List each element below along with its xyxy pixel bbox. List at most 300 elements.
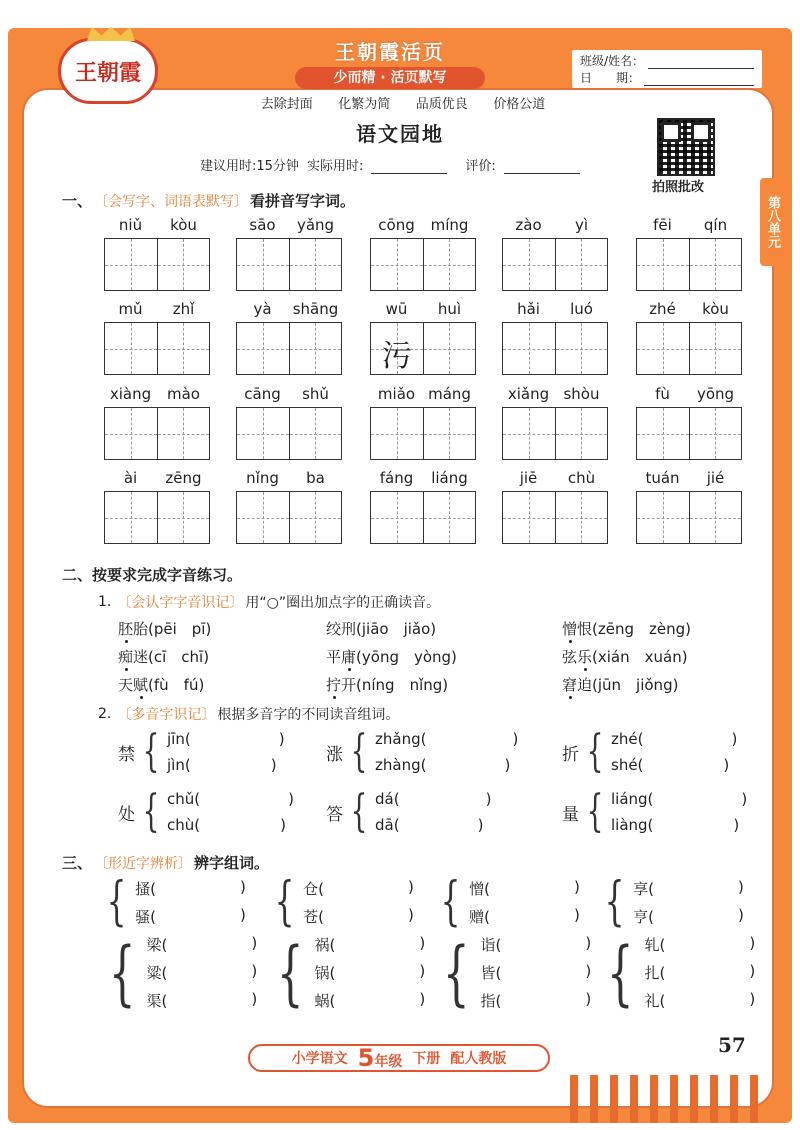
similar-char: 祸( bbox=[314, 936, 336, 954]
pair-lines bbox=[303, 878, 414, 927]
pinyin-word bbox=[502, 300, 608, 375]
pinyin-word bbox=[636, 469, 742, 544]
choice-pre: 弦 bbox=[562, 648, 578, 666]
tianzige-cell[interactable] bbox=[371, 323, 424, 374]
word-line[interactable] bbox=[147, 934, 258, 955]
polyphone-group bbox=[118, 726, 285, 777]
pinyin-word bbox=[636, 216, 742, 291]
tianzige-cell[interactable] bbox=[371, 239, 424, 290]
part1-num: 一、 bbox=[62, 192, 93, 210]
footer-subject: 小学语文 bbox=[291, 1051, 348, 1067]
similar-char: 粱( bbox=[146, 964, 168, 982]
pinyin-syllable: qín bbox=[703, 216, 728, 234]
close-paren: ) bbox=[251, 934, 258, 952]
polyphone-line[interactable] bbox=[375, 790, 491, 808]
tianzige-cell[interactable] bbox=[237, 408, 290, 459]
close-paren: ) bbox=[512, 730, 519, 748]
choice-readings: (fù fú) bbox=[148, 676, 205, 694]
similar-char-pair bbox=[100, 872, 246, 932]
word-line[interactable] bbox=[645, 990, 756, 1011]
similar-char: 指( bbox=[480, 992, 502, 1010]
polyphone-line[interactable] bbox=[375, 730, 518, 748]
tianzige-cell[interactable] bbox=[503, 408, 556, 459]
tianzige-cell[interactable] bbox=[105, 239, 158, 290]
word-line[interactable] bbox=[481, 990, 592, 1011]
choice-readings: 恨(zēng zèng) bbox=[577, 620, 691, 638]
polyphone-lines bbox=[611, 730, 737, 774]
tianzige-boxes bbox=[502, 491, 608, 544]
choice-readings: (xián xuán) bbox=[592, 648, 688, 666]
polyphone-line[interactable] bbox=[167, 730, 285, 748]
reading: dā( bbox=[375, 816, 400, 834]
pinyin-line bbox=[636, 385, 742, 407]
tianzige-cell[interactable] bbox=[690, 323, 742, 374]
word-line[interactable] bbox=[315, 990, 426, 1011]
rating-label: 评价: bbox=[465, 159, 496, 174]
brace-icon: { bbox=[142, 726, 160, 777]
pinyin-syllable: yǎng bbox=[296, 216, 335, 234]
tianzige-cell[interactable] bbox=[503, 492, 556, 543]
tianzige-cell[interactable] bbox=[556, 239, 608, 290]
tianzige-cell[interactable] bbox=[371, 408, 424, 459]
close-paren: ) bbox=[749, 990, 756, 1008]
word-line[interactable] bbox=[303, 906, 414, 927]
polyphone-char: 禁 bbox=[118, 744, 135, 765]
part2-heading bbox=[62, 564, 242, 585]
pinyin-line bbox=[236, 300, 342, 322]
reading-choice[interactable] bbox=[326, 674, 448, 695]
reading: dá( bbox=[375, 790, 400, 808]
reading-choice[interactable] bbox=[326, 618, 436, 639]
pinyin-word bbox=[636, 300, 742, 375]
pinyin-word bbox=[370, 385, 476, 460]
pinyin-word bbox=[370, 300, 476, 375]
reading-choice[interactable] bbox=[562, 674, 678, 695]
reading-choice[interactable] bbox=[326, 646, 457, 667]
close-paren: ) bbox=[477, 816, 484, 834]
similar-char: 享( bbox=[633, 879, 654, 898]
polyphone-group bbox=[562, 726, 738, 777]
pinyin-word bbox=[104, 469, 210, 544]
similar-char: 诣( bbox=[480, 936, 502, 954]
part3-heading bbox=[62, 852, 269, 873]
footer-grade: 年级 bbox=[374, 1053, 403, 1070]
polyphone-line[interactable] bbox=[167, 816, 294, 834]
student-info bbox=[572, 50, 762, 88]
choice-readings: jiāo jiǎo) bbox=[361, 620, 437, 638]
pinyin-syllable: xiàng bbox=[109, 385, 152, 403]
word-line[interactable] bbox=[633, 906, 744, 927]
tianzige-cell[interactable] bbox=[637, 239, 690, 290]
pinyin-syllable: zhǐ bbox=[172, 300, 195, 318]
pinyin-line bbox=[104, 300, 210, 322]
similar-char-triple bbox=[434, 931, 592, 1014]
part3-text: 辨字组词。 bbox=[194, 854, 270, 872]
pinyin-syllable: niǔ bbox=[118, 216, 143, 234]
close-paren: ) bbox=[407, 877, 414, 896]
pinyin-syllable: fáng bbox=[379, 469, 414, 487]
slogan-item: 去除封面 bbox=[260, 96, 313, 112]
pinyin-syllable: míng bbox=[430, 216, 469, 234]
tianzige-boxes bbox=[370, 491, 476, 544]
tianzige-boxes bbox=[636, 238, 742, 291]
similar-char: 渠( bbox=[146, 992, 168, 1010]
pinyin-syllable: máng bbox=[428, 385, 471, 403]
dotted-character: 痴 bbox=[118, 648, 134, 666]
reading-choice[interactable] bbox=[118, 674, 204, 695]
reading-choice[interactable] bbox=[562, 618, 691, 639]
choice-readings: 开(níng nǐng) bbox=[341, 676, 449, 694]
polyphone-line[interactable] bbox=[611, 730, 737, 748]
tianzige-cell[interactable] bbox=[424, 323, 476, 374]
similar-char: 锅( bbox=[314, 964, 336, 982]
tianzige-cell[interactable] bbox=[290, 239, 342, 290]
pinyin-word bbox=[236, 385, 342, 460]
banner-title: 王朝霞活页 bbox=[335, 40, 445, 64]
similar-char: 仓( bbox=[303, 879, 324, 898]
word-line[interactable] bbox=[645, 934, 756, 955]
pinyin-line bbox=[636, 300, 742, 322]
pinyin-line bbox=[104, 216, 210, 238]
polyphone-line[interactable] bbox=[167, 790, 294, 808]
polyphone-line[interactable] bbox=[375, 756, 518, 774]
word-line[interactable] bbox=[469, 878, 580, 899]
pinyin-syllable: yōng bbox=[696, 385, 735, 403]
reading: chù( bbox=[167, 816, 201, 834]
tianzige-cell[interactable] bbox=[690, 408, 742, 459]
pinyin-line bbox=[502, 469, 608, 491]
polyphone-line[interactable] bbox=[611, 790, 747, 808]
brace-icon: { bbox=[586, 786, 604, 837]
close-paren: ) bbox=[573, 905, 580, 924]
pinyin-word bbox=[104, 385, 210, 460]
reading: zhǎng( bbox=[375, 730, 427, 748]
triple-lines bbox=[645, 934, 756, 1011]
actual-time-field[interactable] bbox=[371, 160, 447, 174]
close-paren: ) bbox=[239, 877, 246, 896]
pinyin-syllable: mào bbox=[167, 385, 200, 403]
slogan-item: 化繁为简 bbox=[338, 96, 391, 112]
similar-char: 扎( bbox=[644, 964, 666, 982]
pinyin-syllable: sāo bbox=[249, 216, 276, 234]
reading: shé( bbox=[611, 756, 644, 774]
tianzige-cell[interactable] bbox=[637, 492, 690, 543]
pinyin-syllable: kòu bbox=[170, 216, 197, 234]
tianzige-boxes bbox=[104, 322, 210, 375]
tianzige-cell[interactable] bbox=[105, 323, 158, 374]
polyphone-line[interactable] bbox=[167, 756, 285, 774]
tianzige-boxes bbox=[502, 238, 608, 291]
word-line[interactable] bbox=[135, 906, 246, 927]
polyphone-group bbox=[118, 786, 294, 837]
pinyin-syllable: luó bbox=[570, 300, 593, 318]
polyphone-char: 折 bbox=[562, 744, 579, 765]
footer-edition: 配人教版 bbox=[450, 1051, 507, 1067]
tianzige-cell[interactable] bbox=[237, 492, 290, 543]
triple-lines bbox=[147, 934, 258, 1011]
qr-code[interactable] bbox=[657, 118, 715, 176]
date-label: 日 期： bbox=[580, 71, 641, 85]
pinyin-syllable: zhé bbox=[649, 300, 676, 318]
word-line[interactable] bbox=[481, 962, 592, 983]
polyphone-lines bbox=[167, 730, 285, 774]
tianzige-boxes bbox=[636, 322, 742, 375]
similar-char-triple bbox=[268, 931, 426, 1014]
reading-choice[interactable] bbox=[562, 646, 688, 667]
pinyin-line bbox=[370, 216, 476, 238]
tianzige-cell[interactable] bbox=[424, 408, 476, 459]
reading: liàng( bbox=[611, 816, 654, 834]
brace-icon: { bbox=[442, 931, 470, 1014]
pinyin-word bbox=[236, 300, 342, 375]
tianzige-cell[interactable] bbox=[158, 492, 210, 543]
tianzige-cell[interactable] bbox=[690, 492, 742, 543]
tianzige-cell[interactable] bbox=[503, 239, 556, 290]
part3-num: 三、 bbox=[62, 854, 93, 872]
similar-char: 礼( bbox=[644, 992, 666, 1010]
polyphone-lines bbox=[611, 790, 747, 834]
tianzige-boxes bbox=[502, 322, 608, 375]
tianzige-cell[interactable] bbox=[105, 492, 158, 543]
similar-char-pair bbox=[598, 872, 744, 932]
q1-text: 用“○”圈出加点字的正确读音。 bbox=[245, 595, 441, 611]
q2-tag: 〔多音字识记〕 bbox=[117, 707, 216, 723]
pinyin-syllable: shǔ bbox=[302, 385, 329, 403]
tianzige-cell[interactable] bbox=[158, 323, 210, 374]
tianzige-cell[interactable] bbox=[158, 408, 210, 459]
decorative-stripes bbox=[570, 1075, 766, 1123]
tianzige-boxes bbox=[636, 491, 742, 544]
part2-num: 二、 bbox=[62, 566, 93, 584]
word-line[interactable] bbox=[147, 990, 258, 1011]
rating-field[interactable] bbox=[504, 160, 580, 174]
brace-icon: { bbox=[604, 872, 625, 932]
crown-icon bbox=[87, 27, 135, 41]
reading-choice[interactable] bbox=[118, 618, 211, 639]
qr-label: 拍照批改 bbox=[652, 180, 705, 195]
dotted-character: 拧 bbox=[326, 676, 342, 694]
similar-char: 赠( bbox=[469, 907, 490, 926]
pair-lines bbox=[135, 878, 246, 927]
filled-character: 污 bbox=[381, 339, 412, 374]
tianzige-cell[interactable] bbox=[637, 323, 690, 374]
tianzige-boxes bbox=[104, 407, 210, 460]
tianzige-cell[interactable] bbox=[290, 492, 342, 543]
close-paren: ) bbox=[573, 877, 580, 896]
close-paren: ) bbox=[278, 730, 285, 748]
pinyin-word bbox=[236, 216, 342, 291]
tianzige-boxes bbox=[236, 491, 342, 544]
close-paren: ) bbox=[407, 905, 414, 924]
word-line[interactable] bbox=[469, 906, 580, 927]
reading: chǔ( bbox=[167, 790, 201, 808]
part1-tag: 〔会写字、词语表默写〕 bbox=[94, 193, 249, 210]
triple-lines bbox=[315, 934, 426, 1011]
slogan-bar bbox=[248, 92, 558, 112]
polyphone-line[interactable] bbox=[611, 816, 747, 834]
pinyin-syllable: jiē bbox=[519, 469, 538, 487]
pinyin-syllable: fēi bbox=[653, 216, 672, 234]
pinyin-line bbox=[636, 469, 742, 491]
reading: liáng( bbox=[611, 790, 654, 808]
tianzige-boxes bbox=[236, 238, 342, 291]
tianzige-cell[interactable] bbox=[556, 323, 608, 374]
close-paren: ) bbox=[288, 790, 294, 808]
pinyin-syllable: huì bbox=[437, 300, 462, 318]
brace-icon: { bbox=[440, 872, 461, 932]
word-line[interactable] bbox=[135, 878, 246, 899]
pinyin-syllable: ài bbox=[123, 469, 138, 487]
dotted-character: 窘 bbox=[562, 676, 578, 694]
pinyin-syllable: fù bbox=[655, 385, 670, 403]
polyphone-lines bbox=[375, 790, 491, 834]
tianzige-cell[interactable] bbox=[637, 408, 690, 459]
choice-pre: 天 bbox=[118, 676, 134, 694]
q1-num: 1. bbox=[98, 594, 112, 610]
dotted-character: 憎 bbox=[562, 620, 578, 638]
pinyin-syllable: tuán bbox=[645, 469, 680, 487]
pinyin-line bbox=[104, 385, 210, 407]
actual-time-label: 实际用时: bbox=[306, 159, 364, 174]
date-field[interactable] bbox=[644, 74, 754, 86]
part1-text: 看拼音写字词。 bbox=[250, 192, 356, 210]
class-name-field[interactable] bbox=[648, 57, 754, 69]
pinyin-syllable: chù bbox=[567, 469, 596, 487]
pinyin-syllable: nǐng bbox=[246, 469, 279, 487]
word-line[interactable] bbox=[645, 962, 756, 983]
close-paren: ) bbox=[419, 962, 426, 980]
q2-heading bbox=[98, 704, 399, 724]
polyphone-char: 涨 bbox=[326, 744, 343, 765]
series-banner bbox=[280, 36, 500, 88]
pinyin-syllable: yì bbox=[574, 216, 589, 234]
time-line bbox=[200, 155, 580, 174]
tianzige-cell[interactable] bbox=[556, 492, 608, 543]
tianzige-cell[interactable] bbox=[424, 239, 476, 290]
tianzige-cell[interactable] bbox=[556, 408, 608, 459]
tianzige-cell[interactable] bbox=[290, 408, 342, 459]
pinyin-word bbox=[502, 385, 608, 460]
pinyin-line bbox=[370, 469, 476, 491]
word-line[interactable] bbox=[315, 934, 426, 955]
tianzige-boxes bbox=[636, 407, 742, 460]
pinyin-word bbox=[636, 385, 742, 460]
choice-readings: 迷(cī chī) bbox=[133, 648, 210, 666]
choice-readings: 胎(pēi pī) bbox=[133, 620, 212, 638]
choice-readings: 迫(jūn jiǒng) bbox=[577, 676, 679, 694]
tianzige-boxes bbox=[236, 407, 342, 460]
close-paren: ) bbox=[741, 790, 748, 808]
word-line[interactable] bbox=[147, 962, 258, 983]
word-line[interactable] bbox=[481, 934, 592, 955]
pinyin-syllable: zēng bbox=[165, 469, 202, 487]
polyphone-line[interactable] bbox=[375, 816, 491, 834]
dotted-character: 赋 bbox=[133, 676, 149, 694]
tianzige-boxes bbox=[236, 322, 342, 375]
polyphone-group bbox=[562, 786, 748, 837]
tianzige-cell[interactable] bbox=[158, 239, 210, 290]
pair-lines bbox=[469, 878, 580, 927]
polyphone-lines bbox=[375, 730, 518, 774]
pinyin-line bbox=[236, 469, 342, 491]
reading: jīn( bbox=[167, 730, 191, 748]
polyphone-char: 量 bbox=[562, 804, 579, 825]
footer-volume: 下册 bbox=[412, 1051, 441, 1067]
tianzige-cell[interactable] bbox=[503, 323, 556, 374]
similar-char: 憎( bbox=[469, 879, 490, 898]
brace-icon: { bbox=[142, 786, 160, 837]
suggested-time: 建议用时:15分钟 bbox=[200, 159, 299, 174]
close-paren: ) bbox=[733, 816, 740, 834]
tianzige-cell[interactable] bbox=[237, 323, 290, 374]
word-line[interactable] bbox=[633, 878, 744, 899]
similar-char: 亨( bbox=[633, 907, 654, 926]
brace-icon: { bbox=[276, 931, 304, 1014]
tianzige-boxes bbox=[502, 407, 608, 460]
close-paren: ) bbox=[731, 730, 738, 748]
polyphone-group bbox=[326, 726, 519, 777]
tianzige-boxes bbox=[104, 491, 210, 544]
similar-char: 皆( bbox=[480, 964, 502, 982]
choice-readings: (yōng yòng) bbox=[356, 648, 457, 666]
polyphone-lines bbox=[167, 790, 294, 834]
pinyin-syllable: miǎo bbox=[377, 385, 416, 403]
tianzige-boxes bbox=[370, 407, 476, 460]
pinyin-syllable: zào bbox=[515, 216, 542, 234]
similar-char-triple bbox=[100, 931, 258, 1014]
tianzige-cell[interactable] bbox=[424, 492, 476, 543]
tianzige-boxes bbox=[370, 238, 476, 291]
tianzige-boxes bbox=[370, 322, 476, 375]
close-paren: ) bbox=[749, 962, 756, 980]
tianzige-cell[interactable] bbox=[105, 408, 158, 459]
brace-icon: { bbox=[274, 872, 295, 932]
reading-choice[interactable] bbox=[118, 646, 209, 667]
dotted-character: 胚 bbox=[118, 620, 134, 638]
polyphone-line[interactable] bbox=[611, 756, 737, 774]
tianzige-cell[interactable] bbox=[371, 492, 424, 543]
pinyin-word bbox=[370, 216, 476, 291]
close-paren: ) bbox=[585, 962, 592, 980]
pinyin-syllable: kòu bbox=[702, 300, 729, 318]
tianzige-cell[interactable] bbox=[290, 323, 342, 374]
pinyin-syllable: mǔ bbox=[118, 300, 143, 318]
close-paren: ) bbox=[419, 990, 426, 1008]
brand-logo bbox=[58, 38, 158, 104]
q2-text: 根据多音字的不同读音组词。 bbox=[217, 707, 400, 723]
slogan-item: 品质优良 bbox=[415, 96, 468, 112]
pinyin-word bbox=[236, 469, 342, 544]
brace-icon: { bbox=[586, 726, 604, 777]
pinyin-syllable: shòu bbox=[563, 385, 600, 403]
pinyin-syllable: ba bbox=[306, 469, 325, 487]
tianzige-boxes bbox=[104, 238, 210, 291]
polyphone-char: 答 bbox=[326, 804, 343, 825]
word-line[interactable] bbox=[303, 878, 414, 899]
dotted-character: 庸 bbox=[341, 648, 357, 666]
pinyin-word bbox=[502, 469, 608, 544]
pinyin-word bbox=[370, 469, 476, 544]
word-line[interactable] bbox=[315, 962, 426, 983]
pinyin-line bbox=[502, 300, 608, 322]
pinyin-syllable: yà bbox=[253, 300, 272, 318]
tianzige-cell[interactable] bbox=[237, 239, 290, 290]
tianzige-cell[interactable] bbox=[690, 239, 742, 290]
close-paren: ) bbox=[270, 756, 277, 774]
close-paren: ) bbox=[280, 816, 286, 834]
page-number: 57 bbox=[718, 1033, 746, 1057]
polyphone-char: 处 bbox=[118, 804, 135, 825]
